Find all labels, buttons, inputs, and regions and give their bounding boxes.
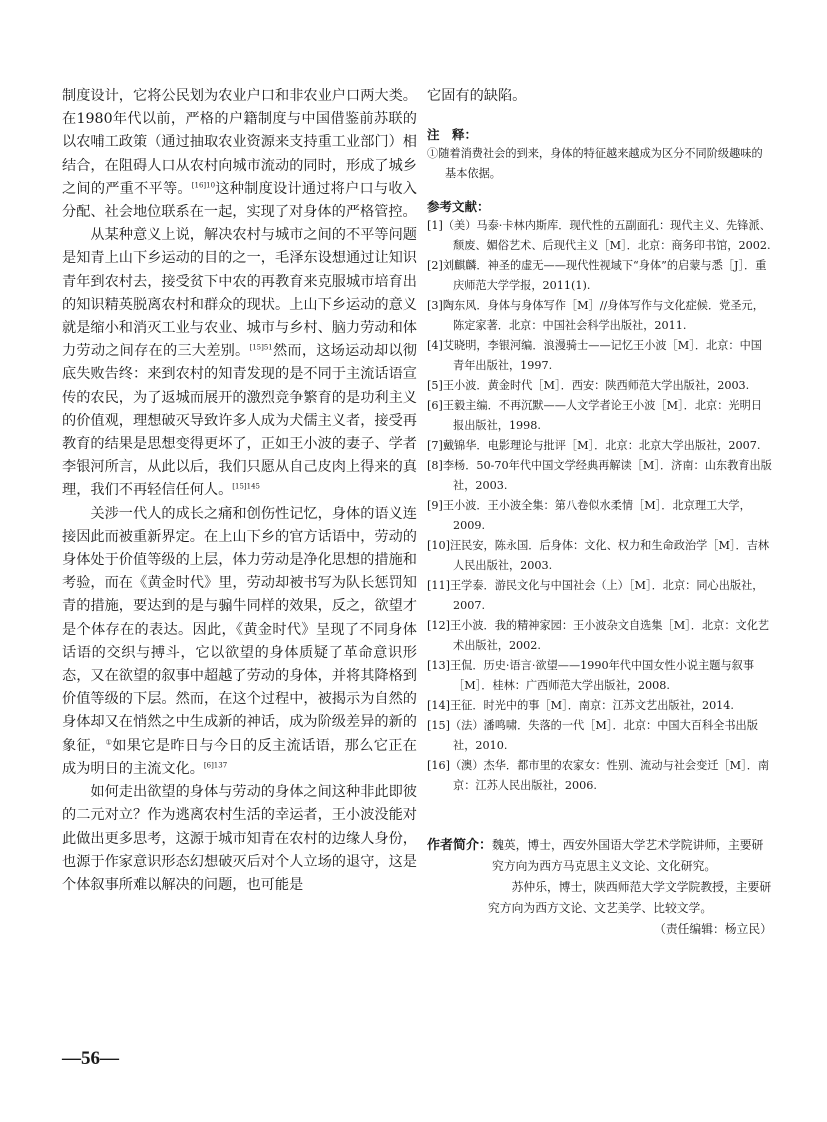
- author-intro-label: 作者简介：: [427, 838, 493, 853]
- reference-item: [4]艾晓明，李银河编．浪漫骑士——记忆王小波［M］．北京：中国青年出版社，1997.: [427, 339, 762, 373]
- reference-item: [15]（法）潘鸣啸．失落的一代［M］．北京：中国大百科全书出版社，2010.: [427, 719, 758, 753]
- citation: [15]145: [232, 482, 260, 491]
- reference-item: [8]李杨．50-70年代中国文学经典再解读［M］．济南：山东教育出版社，2003.: [427, 459, 772, 493]
- left-column: [62, 85, 417, 897]
- citation: [15]51: [249, 343, 273, 352]
- responsible-editor: （责任编辑：杨立民）: [654, 922, 772, 936]
- note-item: ①随着消费社会的到来，身体的特征越来越成为区分不同阶级趣味的基本依据。: [427, 147, 763, 181]
- right-column: [427, 85, 772, 796]
- body-paragraph: 从某种意义上说，解决农村与城市之间的不平等问题是知青上山下乡运动的目的之一，毛泽东设想通过让知识青年到农村去，接受贫下中农的再教育来克服城市培育出的知识精英脱离农村和群众的现状。上山下乡运动的意义就是缩小和消灭工业与农业、城市与乡村、脑力劳动和体力劳动之间存在的三大差别。$^{[15]51}$然而，这场运动却以彻底失败告终：来到农村的知青发现的是不同于主流话语宣传的农民，为了返城而展开的激烈竞争繁育的是功利主义的价值观，理想破灭导致许多人成为犬儒主义者，接受再教育的结果是思想变得更坏了，正如王小波的妻子、学者李银河所言，从此以后，我们只愿从自己皮肉上得来的真理，我们不再轻信任何人。$^{[15]145}$: [62, 227, 417, 499]
- author-intro-first: 魏英，博士，西安外国语大学艺术学院讲师，主要研究方向为西方马克思主义文论、文化研究。: [492, 838, 764, 873]
- reference-item: [1]（美）马泰·卡林内斯库．现代性的五副面孔：现代主义、先锋派、颓废、媚俗艺术、后现代主义［M］．北京：商务印书馆，2002.: [427, 219, 771, 253]
- reference-item: [14]王征．时光中的事［M］．南京：江苏文艺出版社，2014.: [427, 699, 734, 713]
- reference-item: [12]王小波．我的精神家园：王小波杂文自选集［M］．北京：文化艺术出版社，2002.: [427, 619, 770, 653]
- author-intro: [427, 835, 772, 940]
- reference-item: [13]王侃．历史·语言·欲望——1990年代中国女性小说主题与叙事［M］．桂林：广西师范大学出版社，2008.: [427, 659, 755, 693]
- reference-item: [11]王学泰．游民文化与中国社会（上）［M］．北京：同心出版社，2007.: [427, 579, 764, 613]
- reference-item: [5]王小波．黄金时代［M］．西安：陕西师范大学出版社，2003.: [427, 379, 750, 393]
- reference-item: [3]陶东风．身体与身体写作［M］//身体写作与文化症候．党圣元，陈定家著．北京：中国社会科学出版社，2011.: [427, 299, 764, 333]
- reference-item: [9]王小波．王小波全集：第八卷似水柔情［M］．北京理工大学，2009.: [427, 499, 751, 533]
- body-paragraph: 关涉一代人的成长之痛和创伤性记忆，身体的语义连接因此而被重新界定。在上山下乡的官方话语中，劳动的身体处于价值等级的上层，体力劳动是净化思想的措施和考验，而在《黄金时代》里，劳动却被书写为队长惩罚知青的措施，要达到的是与骟牛同样的效果，反之，欲望才是个体存在的表达。因此，《黄金时代》呈现了不同身体话语的交织与搏斗，它以欲望的身体质疑了革命意识形态，又在欲望的叙事中超越了劳动的身体，并将其降格到价值等级的下层。然而，在这个过程中，被揭示为自然的身体却又在悄然之中生成新的神话，成为阶级差异的新的象征，①如果它是昨日与今日的反主流话语，那么它正在成为明日的主流文化。$^{[6]137}$: [62, 505, 417, 777]
- reference-item: [10]汪民安，陈永国．后身体：文化、权力和生命政治学［M］．吉林人民出版社，2003.: [427, 539, 770, 573]
- page-number: —56—: [62, 1048, 119, 1069]
- continuation-text: 它固有的缺陷。: [427, 88, 527, 104]
- body-paragraph: 如何走出欲望的身体与劳动的身体之间这种非此即彼的二元对立？作为逃离农村生活的幸运者，王小波没能对此做出更多思考，这源于城市知青在农村的边缘人身份，也源于作家意识形态幻想破灭后对个人立场的退守，这是个体叙事所难以解决的问题，也可能是: [62, 784, 417, 893]
- citation: [6]137: [203, 761, 228, 770]
- reference-item: [2]刘麒麟．神圣的虚无——现代性视域下“身体”的启蒙与悉［J］．重庆师范大学学报，2011(1).: [427, 259, 767, 293]
- reference-item: [7]戴锦华．电影理论与批评［M］．北京：北京大学出版社，2007.: [427, 439, 761, 453]
- reference-list: [427, 216, 772, 796]
- body-paragraph: 制度设计，它将公民划为农业户口和非农业户口两大类。在1980年代以前，严格的户籍制度与中国借鉴前苏联的以农哺工政策（通过抽取农业资源来支持重工业部门）相结合，在阻碍人口从农村向城市流动的同时，形成了城乡之间的严重不平等。$^{[16]10}$这种制度设计通过将户口与收入分配、社会地位联系在一起，实现了对身体的严格管控。: [62, 88, 417, 221]
- reference-item: [16]（澳）杰华．都市里的农家女：性别、流动与社会变迁［M］．南京：江苏人民出版社，2006.: [427, 759, 770, 793]
- references-heading: 参考文献：: [427, 199, 490, 215]
- note-marker: ①: [105, 737, 113, 746]
- reference-item: [6]王毅主编．不再沉默——人文学者论王小波［M］．北京：光明日报出版社，1998.: [427, 399, 762, 433]
- citation: [16]10: [191, 181, 216, 190]
- notes-heading: 注 释：: [427, 127, 478, 143]
- author-intro-second: 苏仲乐，博士，陕西师范大学文学院教授，主要研究方向为西方文论、文艺美学、比较文学。: [488, 880, 772, 915]
